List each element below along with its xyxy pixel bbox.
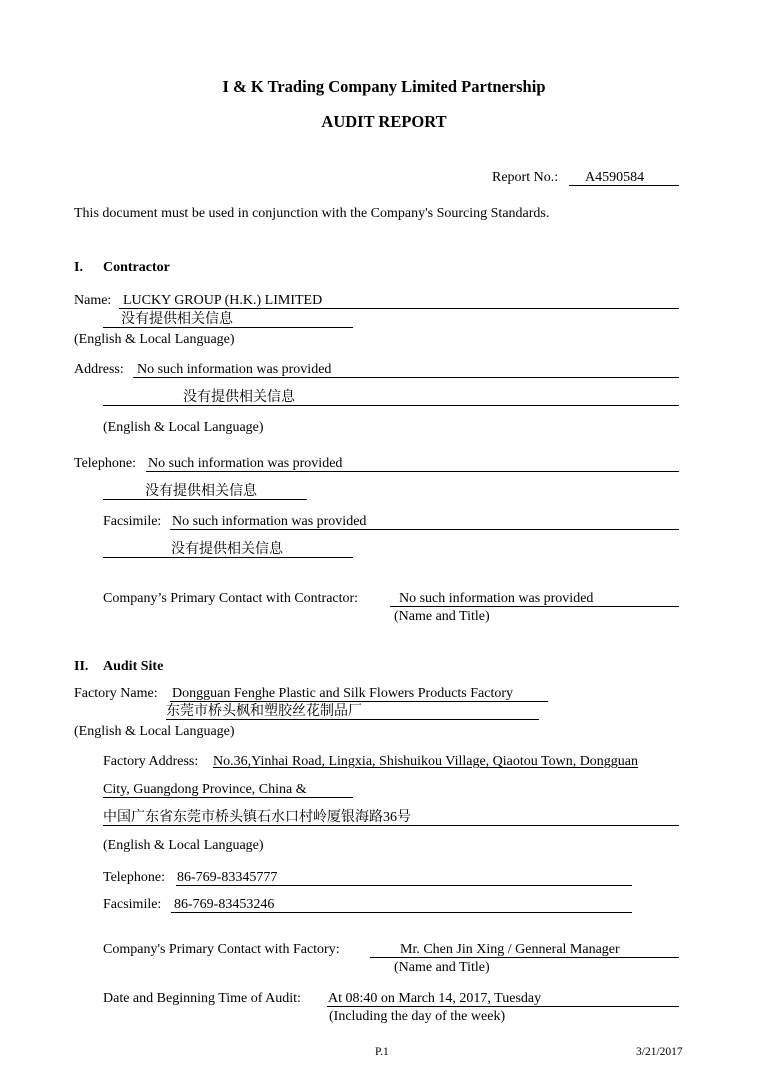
- factory-name-local: 东莞市桥头枫和塑胶丝花制品厂: [166, 704, 362, 719]
- contractor-telephone-value: No such information was provided: [148, 456, 343, 471]
- footer-date: 3/21/2017: [636, 1046, 683, 1058]
- factory-address-local: 中国广东省东莞市桥头镇石水口村岭厦银海路36号: [103, 810, 411, 825]
- audit-date-value: At 08:40 on March 14, 2017, Tuesday: [328, 991, 542, 1006]
- factory-lang-note: (English & Local Language): [74, 724, 235, 739]
- contractor-address-lang-note: (English & Local Language): [103, 420, 264, 435]
- contractor-facsimile-value: No such information was provided: [172, 514, 367, 529]
- section-2-heading: Audit Site: [103, 659, 164, 674]
- factory-telephone-label: Telephone:: [103, 870, 165, 885]
- section-1-heading: Contractor: [103, 260, 170, 275]
- factory-address-line-2: City, Guangdong Province, China &: [103, 782, 307, 797]
- factory-address-lang-note: (English & Local Language): [103, 838, 264, 853]
- section-1-number: I.: [74, 260, 83, 275]
- contractor-contact-value: No such information was provided: [399, 591, 594, 606]
- intro-text: This document must be used in conjunction with the Company's Sourcing Standards.: [74, 206, 550, 221]
- factory-contact-note: (Name and Title): [394, 960, 490, 975]
- contractor-contact-label: Company’s Primary Contact with Contractor:: [103, 591, 359, 606]
- company-title: I & K Trading Company Limited Partnership: [222, 77, 546, 96]
- contractor-address-local: 没有提供相关信息: [183, 390, 295, 405]
- factory-name-value: Dongguan Fenghe Plastic and Silk Flowers Products Factory: [172, 686, 514, 701]
- contractor-telephone-local: 没有提供相关信息: [145, 484, 257, 499]
- factory-facsimile-value: 86-769-83453246: [174, 897, 275, 912]
- factory-facsimile-label: Facsimile:: [103, 897, 162, 912]
- factory-address-line-1: No.36,Yinhai Road, Lingxia, Shishuikou Village, Qiaotou Town, Dongguan: [213, 754, 639, 769]
- audit-date-label: Date and Beginning Time of Audit:: [103, 991, 301, 1006]
- contractor-contact-note: (Name and Title): [394, 609, 490, 624]
- report-title: AUDIT REPORT: [321, 112, 447, 131]
- contractor-address-label: Address:: [74, 362, 124, 377]
- page-number: P.1: [375, 1046, 389, 1058]
- factory-telephone-value: 86-769-83345777: [177, 870, 278, 885]
- contractor-telephone-label: Telephone:: [74, 456, 136, 471]
- factory-address-label: Factory Address:: [103, 754, 199, 769]
- audit-date-note: (Including the day of the week): [329, 1009, 506, 1024]
- section-2-number: II.: [74, 659, 89, 674]
- contractor-name-value: LUCKY GROUP (H.K.) LIMITED: [123, 293, 323, 308]
- contractor-name-label: Name:: [74, 293, 112, 308]
- contractor-facsimile-label: Facsimile:: [103, 514, 162, 529]
- contractor-name-local: 没有提供相关信息: [121, 312, 233, 327]
- factory-name-label: Factory Name:: [74, 686, 158, 701]
- contractor-address-value: No such information was provided: [137, 362, 332, 377]
- report-no-label: Report No.:: [492, 170, 559, 185]
- factory-contact-value: Mr. Chen Jin Xing / Genneral Manager: [400, 942, 620, 957]
- contractor-facsimile-local: 没有提供相关信息: [171, 542, 283, 557]
- factory-contact-label: Company's Primary Contact with Factory:: [103, 942, 340, 957]
- report-no-value: A4590584: [585, 170, 645, 185]
- contractor-lang-note: (English & Local Language): [74, 332, 235, 347]
